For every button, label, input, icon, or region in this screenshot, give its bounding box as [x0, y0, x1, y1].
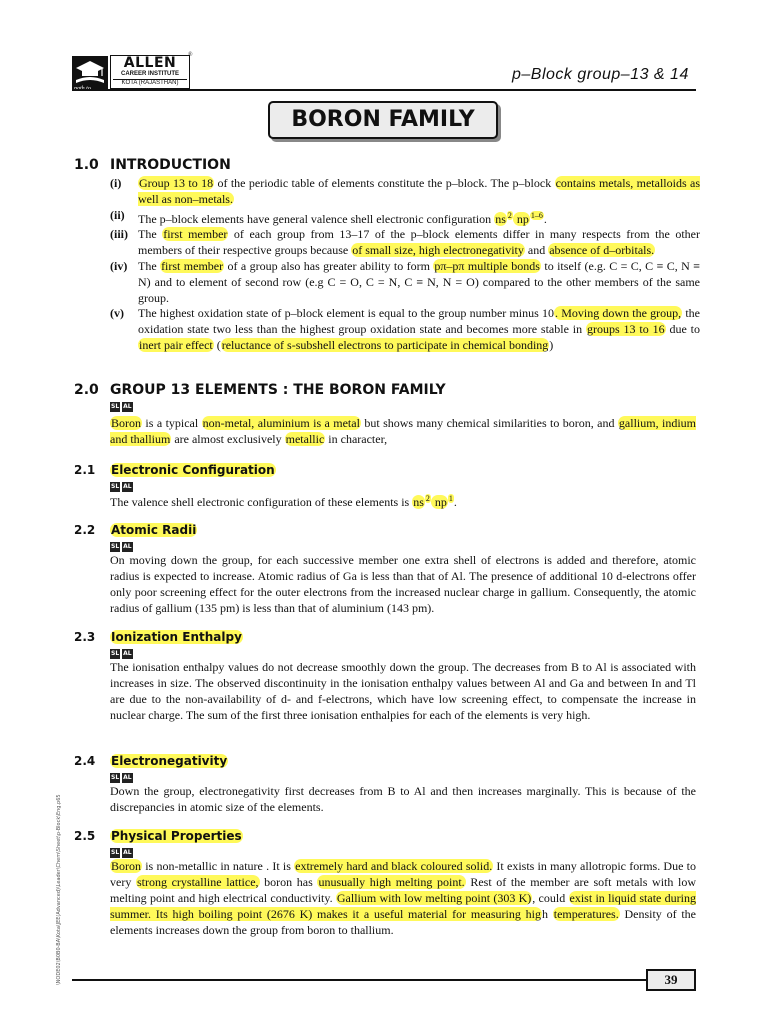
- introduction-item: [110, 227, 700, 259]
- text-run: boron has: [259, 875, 318, 889]
- text-run: ): [549, 337, 554, 352]
- subsection-paragraph: [110, 659, 696, 723]
- highlighted-text: of small size, high electronegativity: [352, 243, 524, 258]
- sl-badge: SL: [111, 483, 120, 490]
- subsection-number: 2.4: [74, 754, 96, 768]
- subsection-heading: [74, 523, 197, 537]
- text-run: of the periodic table of elements constitute the p–block. The p–block: [214, 176, 555, 190]
- text-run: to itself (e.g. C = C, C ≡ C, N ≡ N) and to element of second row (e.g C = O, C = N, C ≡ N, N = O) compared to the other members of the same group.: [138, 258, 700, 305]
- subsection-title: Electronic Configuration: [111, 463, 275, 477]
- subsection-title: Physical Properties: [111, 829, 242, 843]
- sl-badge: SL: [111, 849, 120, 856]
- text-run: of a group also has greater ability to form: [224, 258, 434, 273]
- highlighted-text: unusually high melting point.: [318, 875, 465, 889]
- introduction-item: [110, 208, 700, 228]
- logo-tagline: success: [74, 92, 92, 98]
- highlighted-text: gallium, indium and thallium: [110, 416, 696, 446]
- text-run: due to: [665, 322, 701, 337]
- subsection-paragraph: [110, 783, 696, 815]
- text-run: The highest oxidation state of p–block element is equal to the group number minus 10: [138, 306, 555, 321]
- highlighted-text: 1–6: [530, 210, 543, 220]
- text-run: in character,: [325, 432, 388, 446]
- text-run: are almost exclusively: [171, 432, 285, 446]
- introduction-list: [110, 176, 700, 354]
- highlighted-text: Boron: [111, 859, 141, 873]
- subsection-title: Ionization Enthalpy: [111, 630, 242, 644]
- sl-badge: SL: [111, 650, 120, 657]
- al-badge: AL: [123, 774, 132, 781]
- item-label: (ii): [110, 207, 125, 222]
- graduation-cap-book-icon: [72, 56, 108, 98]
- side-file-code: \NODE02\B0B0-BA\Kota\JEE(Advanced)\Leader\Chem\Sheet\p-Block\Eng.p65: [56, 794, 62, 985]
- subsection-number: 2.5: [74, 829, 96, 843]
- text-run: It exists in many allotropic forms. Due to very: [110, 859, 696, 889]
- highlighted-text: ns: [495, 211, 506, 226]
- section-title: INTRODUCTION: [110, 157, 231, 173]
- item-label: (v): [110, 306, 124, 321]
- al-badge: AL: [123, 543, 132, 550]
- al-badge: AL: [123, 650, 132, 657]
- group13-paragraph: [110, 415, 696, 447]
- introduction-item: [110, 259, 700, 306]
- highlighted-text: first member: [163, 227, 228, 242]
- subsection-paragraph: [110, 858, 696, 938]
- highlighted-text: pπ–pπ multiple bonds: [434, 258, 540, 273]
- subsection-title: Electronegativity: [111, 754, 228, 768]
- subsection-heading: [74, 754, 228, 768]
- highlighted-text: first member: [161, 258, 224, 273]
- text-run: is a typical: [142, 416, 202, 430]
- highlighted-text: absence of d–orbitals.: [549, 243, 655, 258]
- highlighted-text: strong crystalline lattice,: [136, 875, 259, 889]
- item-label: (iv): [110, 258, 128, 273]
- text-run: The ionisation enthalpy values do not decrease smoothly down the group. The decreases from B to Al is associated with increases in size. The observed discontinuity in the ionisation enthalpy values between Al and Ga and between In and Tl are due to the non-availability of d- and f-electrons, which have low screening effect, to compensate the increase in nuclear charge. The sum of the first three ionisation enthalpies for each of the elements is very high.: [110, 660, 696, 722]
- subsection-number: 2.3: [74, 630, 96, 644]
- page-number: 39: [646, 969, 696, 991]
- logo-subtitle: CAREER INSTITUTE: [120, 71, 179, 77]
- logo-brand-box: [110, 55, 190, 89]
- text-run: is non-metallic in nature . It is: [142, 859, 295, 873]
- registered-mark: ®: [188, 52, 193, 58]
- logo-city: KOTA (RAJASTHAN): [113, 79, 187, 86]
- introduction-item: [110, 306, 700, 353]
- highlighted-text: np: [513, 211, 529, 226]
- text-run: , could: [532, 891, 569, 905]
- footer-rule: [72, 979, 646, 981]
- section-number: 1.0: [74, 157, 99, 173]
- sl-badge: SL: [111, 403, 120, 410]
- highlighted-text: groups 13 to 16: [586, 322, 665, 337]
- text-run: Density of the elements increases down the group from boron to thallium.: [110, 907, 696, 937]
- text-run: but shows many chemical similarities to boron, and: [360, 416, 618, 430]
- al-badge: AL: [123, 849, 132, 856]
- highlighted-text: metallic: [285, 432, 325, 446]
- text-run: the oxidation state two less than the highest group oxidation state and becomes more stable in: [138, 306, 700, 337]
- highlighted-text: np: [431, 495, 447, 509]
- highlighted-text: ns: [413, 495, 424, 509]
- item-label: (i): [110, 176, 122, 190]
- chapter-title: p–Block group–13 & 14: [512, 66, 689, 83]
- al-badge: AL: [123, 483, 132, 490]
- highlighted-text: Group 13 to 18: [139, 176, 214, 190]
- page-title: BORON FAMILY: [268, 101, 498, 139]
- highlighted-text: inert pair effect: [139, 337, 213, 352]
- highlighted-text: temperatures.: [553, 907, 619, 921]
- subsection-heading: [74, 630, 243, 644]
- highlighted-text: non-metal, aluminium is a metal: [202, 416, 360, 430]
- highlighted-text: extremely hard and black coloured solid.: [295, 859, 493, 873]
- section-title: GROUP 13 ELEMENTS : THE BORON FAMILY: [110, 382, 446, 398]
- text-run: Down the group, electronegativity first decreases from B to Al and then increases marginally. This is because of the discrepancies in atomic size of the elements.: [110, 784, 696, 814]
- highlighted-text: contains metals, metalloids as well as non–metals.: [138, 176, 700, 206]
- section-heading-group13: [74, 382, 446, 398]
- highlighted-text: Gallium with low melting point (303 K): [336, 891, 532, 905]
- text-run: The: [138, 258, 161, 273]
- text-run: The: [138, 227, 163, 242]
- al-badge: AL: [123, 403, 132, 410]
- highlighted-text: 2: [507, 210, 512, 220]
- highlighted-text: reluctance of s-subshell electrons to participate in chemical bonding: [221, 337, 549, 352]
- header-rule: [72, 89, 696, 91]
- text-run: (: [213, 337, 221, 352]
- subsection-paragraph: [110, 491, 696, 510]
- subsection-paragraph: [110, 552, 696, 616]
- introduction-item: [110, 176, 700, 208]
- text-run: The p–block elements have general valence shell electronic configuration: [138, 211, 495, 226]
- sl-al-badges: [110, 402, 135, 413]
- highlighted-text: . Moving down the group,: [555, 306, 682, 321]
- allen-logo: [72, 52, 193, 98]
- section-number: 2.0: [74, 382, 99, 398]
- subsection-heading: [74, 829, 243, 843]
- subsection-number: 2.2: [74, 523, 96, 537]
- text-run: h: [541, 907, 553, 921]
- subsection-heading: [74, 463, 276, 477]
- sl-badge: SL: [111, 543, 120, 550]
- highlighted-text: 2: [425, 494, 430, 503]
- section-heading-introduction: [74, 157, 231, 173]
- highlighted-text: Boron: [111, 416, 141, 430]
- text-run: The valence shell electronic configuration of these elements is: [110, 495, 413, 509]
- subsection-title: Atomic Radii: [111, 523, 197, 537]
- text-run: of each group from 13–17 of the p–block elements differ in many respects from the other members of their respective groups because: [138, 227, 700, 258]
- subsection-number: 2.1: [74, 463, 96, 477]
- logo-name: ALLEN: [123, 55, 177, 71]
- highlighted-text: exist in liquid state during summer. Its high boiling point (2676 K) makes it a useful material for measuring hig: [110, 891, 696, 921]
- item-label: (iii): [110, 227, 128, 242]
- text-run: On moving down the group, for each successive member one extra shell of electrons is added and therefore, atomic radius is expected to increase. Atomic radius of Ga is less than that of Al. The presence of additional 10 d-electrons offer only poor screening effect for the outer electrons from the increased nuclear charge in gallium. Consequently, the atomic radius of gallium (135 pm) is less than that of aluminium (143 pm).: [110, 553, 696, 615]
- text-run: Rest of the member are soft metals with low melting point and high electrical conductivity.: [110, 875, 697, 905]
- sl-badge: SL: [111, 774, 120, 781]
- highlighted-text: 1: [448, 494, 453, 503]
- text-run: .: [543, 211, 547, 226]
- text-run: .: [453, 495, 457, 509]
- text-run: and: [524, 243, 549, 258]
